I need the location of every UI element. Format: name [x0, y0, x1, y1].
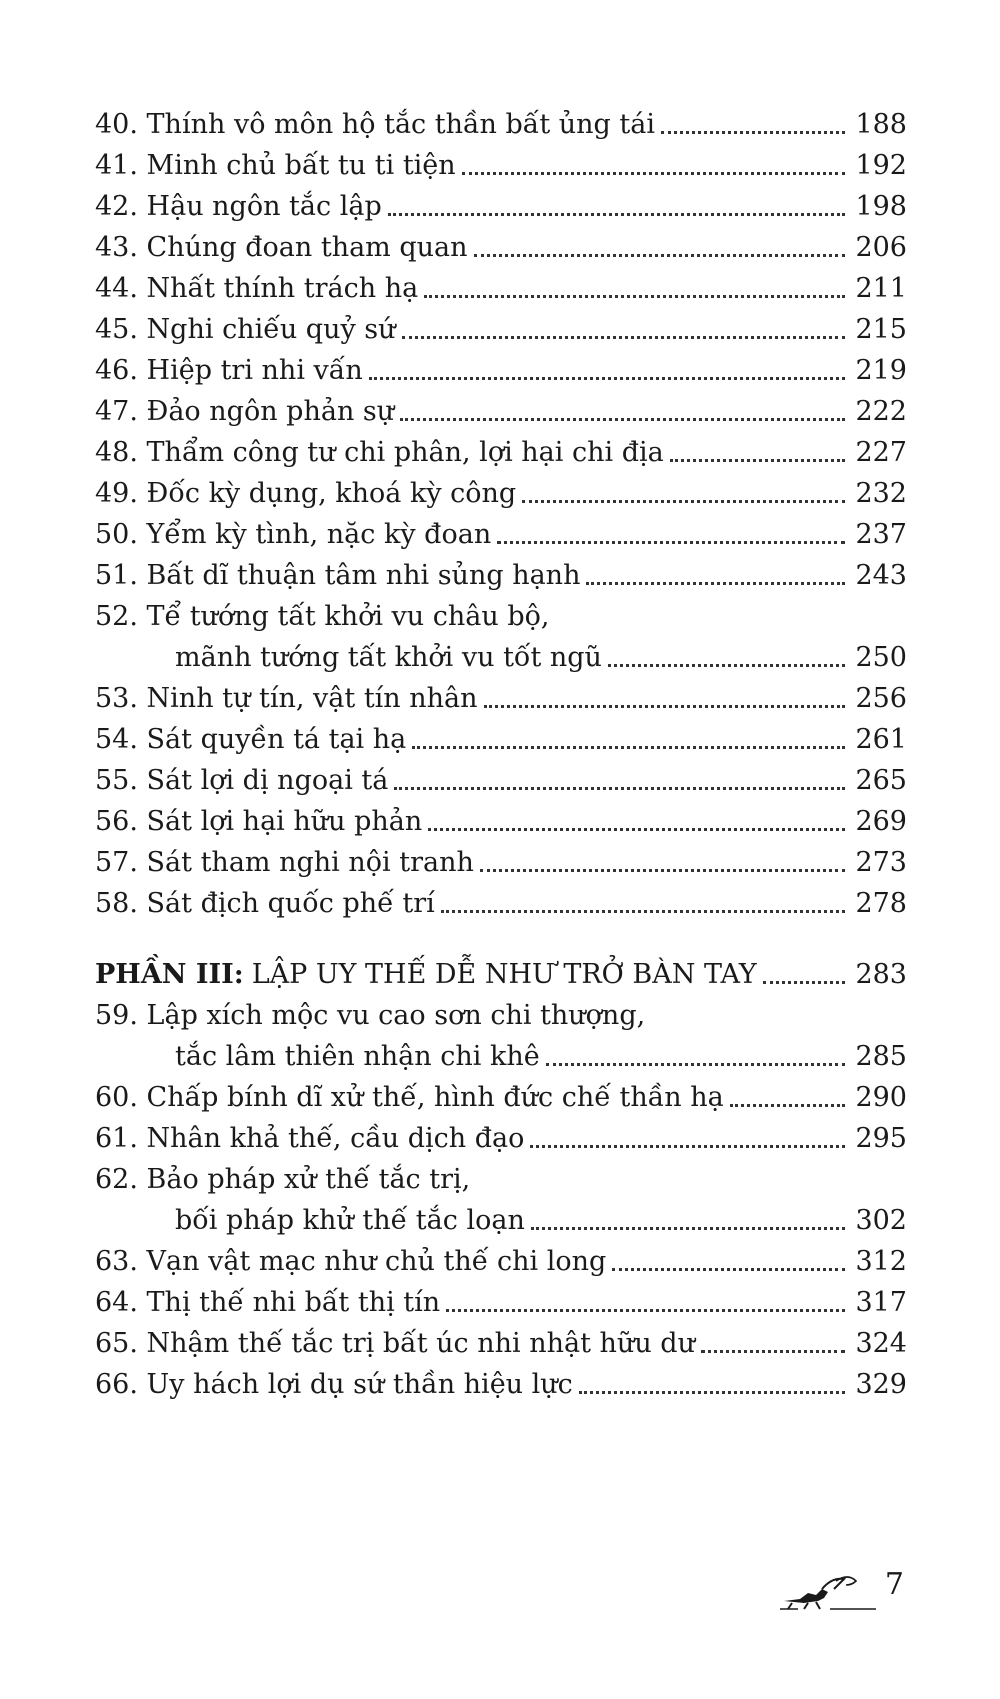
- page-number: 7: [884, 1567, 904, 1602]
- entry-number: 56.: [95, 806, 138, 837]
- dot-leader: [474, 254, 846, 257]
- dot-leader: [446, 1309, 845, 1312]
- dot-leader: [661, 131, 845, 134]
- entry-title: Sát tham nghi nội tranh: [146, 847, 474, 878]
- dot-leader: [763, 981, 846, 984]
- toc-entry[interactable]: [95, 1242, 907, 1282]
- toc-entry[interactable]: [95, 884, 907, 924]
- entry-title: Yểm kỳ tình, nặc kỳ đoan: [146, 519, 492, 550]
- dot-leader: [530, 1145, 845, 1148]
- dot-leader: [586, 582, 845, 585]
- entry-title: tắc lâm thiên nhận chi khê: [175, 1041, 540, 1072]
- toc-entry[interactable]: [95, 679, 907, 719]
- entry-title: Chấp bính dĩ xử thế, hình đức chế thần hạ: [146, 1082, 724, 1113]
- entry-title: Tể tướng tất khởi vu châu bộ,: [146, 601, 550, 632]
- entry-page: 285: [855, 1041, 907, 1072]
- entry-page: 232: [855, 478, 907, 509]
- toc-section-heading[interactable]: [95, 955, 907, 995]
- entry-number: 51.: [95, 560, 138, 591]
- entry-number: 50.: [95, 519, 138, 550]
- entry-page: 265: [855, 765, 907, 796]
- dot-leader: [484, 705, 846, 708]
- entry-page: 222: [855, 396, 907, 427]
- toc-entry[interactable]: [95, 392, 907, 432]
- entry-page: 295: [855, 1123, 907, 1154]
- entry-page: 261: [855, 724, 907, 755]
- toc-entry[interactable]: [95, 105, 907, 145]
- entry-title: Thính vô môn hộ tắc thần bất ủng tái: [146, 109, 655, 140]
- toc-entry[interactable]: [95, 1283, 907, 1323]
- toc-entry[interactable]: [95, 1365, 907, 1405]
- toc-entry[interactable]: [95, 597, 907, 637]
- entry-number: 44.: [95, 273, 138, 304]
- dot-leader: [497, 541, 845, 544]
- entry-page: 237: [855, 519, 907, 550]
- entry-title: Sát địch quốc phế trí: [146, 888, 435, 919]
- dot-leader: [612, 1268, 845, 1271]
- entry-number: 43.: [95, 232, 138, 263]
- entry-title: Nhất thính trách hạ: [146, 273, 419, 304]
- dot-leader: [531, 1227, 846, 1230]
- dot-leader: [730, 1104, 846, 1107]
- entry-page: 219: [855, 355, 907, 386]
- page-footer: [778, 1565, 908, 1615]
- entry-page: 227: [855, 437, 907, 468]
- toc-entry[interactable]: [95, 1160, 907, 1200]
- toc-entry[interactable]: [95, 351, 907, 391]
- toc-entry[interactable]: [95, 1078, 907, 1118]
- dot-leader: [412, 746, 845, 749]
- entry-number: 54.: [95, 724, 138, 755]
- dot-leader: [402, 336, 846, 339]
- dot-leader: [428, 828, 845, 831]
- dot-leader: [369, 377, 846, 380]
- toc-entry[interactable]: [95, 474, 907, 514]
- entry-number: 63.: [95, 1246, 138, 1277]
- entry-page: 206: [855, 232, 907, 263]
- toc-entry[interactable]: [95, 228, 907, 268]
- toc-entry[interactable]: [95, 146, 907, 186]
- entry-page: 269: [855, 806, 907, 837]
- toc-entry[interactable]: [95, 1119, 907, 1159]
- entry-number: 41.: [95, 150, 138, 181]
- toc-entry[interactable]: [95, 761, 907, 801]
- entry-title: Sát lợi dị ngoại tá: [146, 765, 389, 796]
- entry-title: Sát quyền tá tại hạ: [146, 724, 407, 755]
- toc-entry-continuation[interactable]: [175, 1037, 907, 1077]
- entry-page: 324: [855, 1328, 907, 1359]
- entry-page: 278: [855, 888, 907, 919]
- dot-leader: [400, 418, 845, 421]
- entry-page: 273: [855, 847, 907, 878]
- entry-page: 211: [855, 273, 907, 304]
- section-title: LẬP UY THẾ DỄ NHƯ TRỞ BÀN TAY: [251, 959, 757, 990]
- entry-title: Hiệp tri nhi vấn: [146, 355, 363, 386]
- entry-number: 52.: [95, 601, 138, 632]
- entry-title: mãnh tướng tất khởi vu tốt ngũ: [175, 642, 602, 673]
- entry-title: Bất dĩ thuận tâm nhi sủng hạnh: [146, 560, 581, 591]
- entry-title: Thị thế nhi bất thị tín: [146, 1287, 441, 1318]
- toc-entry-continuation[interactable]: [175, 1201, 907, 1241]
- entry-number: 49.: [95, 478, 138, 509]
- entry-page: 243: [855, 560, 907, 591]
- entry-number: 65.: [95, 1328, 138, 1359]
- entry-page: 198: [855, 191, 907, 222]
- dot-leader: [546, 1063, 846, 1066]
- toc-entry[interactable]: [95, 996, 907, 1036]
- entry-number: 64.: [95, 1287, 138, 1318]
- entry-page: 302: [855, 1205, 907, 1236]
- entry-number: 47.: [95, 396, 138, 427]
- dot-leader: [424, 295, 845, 298]
- toc-entry[interactable]: [95, 433, 907, 473]
- entry-title: bối pháp khử thế tắc loạn: [175, 1205, 525, 1236]
- entry-number: 59.: [95, 1000, 138, 1031]
- horse-rider-ornament-icon: [778, 1565, 878, 1615]
- entry-title: Nhậm thế tắc trị bất úc nhi nhật hữu dư: [146, 1328, 695, 1359]
- entry-title: Lập xích mộc vu cao sơn chi thượng,: [146, 1000, 646, 1031]
- dot-leader: [701, 1350, 845, 1353]
- entry-title: Nhân khả thế, cầu dịch đạo: [146, 1123, 525, 1154]
- entry-number: 58.: [95, 888, 138, 919]
- entry-title: Hậu ngôn tắc lập: [146, 191, 382, 222]
- dot-leader: [462, 172, 846, 175]
- toc-entry[interactable]: [95, 1324, 907, 1364]
- entry-page: 312: [855, 1246, 907, 1277]
- toc-entry[interactable]: [95, 187, 907, 227]
- dot-leader: [441, 910, 846, 913]
- toc-entry[interactable]: [95, 269, 907, 309]
- entry-title: Sát lợi hại hữu phản: [146, 806, 423, 837]
- toc-entry[interactable]: [95, 556, 907, 596]
- entry-number: 66.: [95, 1369, 138, 1400]
- entry-title: Nghi chiếu quỷ sứ: [146, 314, 396, 345]
- dot-leader: [670, 459, 846, 462]
- section-page: 283: [855, 959, 907, 990]
- entry-page: 256: [855, 683, 907, 714]
- toc-entry[interactable]: [95, 802, 907, 842]
- toc-entry-continuation[interactable]: [175, 638, 907, 678]
- entry-number: 46.: [95, 355, 138, 386]
- entry-number: 60.: [95, 1082, 138, 1113]
- entry-title: Uy hách lợi dụ sứ thần hiệu lực: [146, 1369, 573, 1400]
- dot-leader: [579, 1391, 846, 1394]
- dot-leader: [608, 664, 846, 667]
- entry-title: Đảo ngôn phản sự: [146, 396, 395, 427]
- toc-entry[interactable]: [95, 515, 907, 555]
- dot-leader: [522, 500, 845, 503]
- entry-title: Chúng đoan tham quan: [146, 232, 468, 263]
- dot-leader: [480, 869, 846, 872]
- entry-number: 61.: [95, 1123, 138, 1154]
- entry-page: 215: [855, 314, 907, 345]
- entry-page: 317: [855, 1287, 907, 1318]
- entry-number: 45.: [95, 314, 138, 345]
- entry-title: Đốc kỳ dụng, khoá kỳ công: [146, 478, 517, 509]
- entry-page: 250: [855, 642, 907, 673]
- entry-number: 48.: [95, 437, 138, 468]
- entry-page: 188: [855, 109, 907, 140]
- entry-number: 40.: [95, 109, 138, 140]
- entry-title: Ninh tự tín, vật tín nhân: [146, 683, 478, 714]
- entry-title: Minh chủ bất tu ti tiện: [146, 150, 456, 181]
- toc-entry[interactable]: [95, 843, 907, 883]
- toc-entry[interactable]: [95, 310, 907, 350]
- entry-title: Vạn vật mạc như chủ thế chi long: [146, 1246, 607, 1277]
- section-label: PHẦN III:: [95, 959, 244, 990]
- entry-number: 53.: [95, 683, 138, 714]
- entry-page: 192: [855, 150, 907, 181]
- entry-page: 329: [855, 1369, 907, 1400]
- entry-number: 62.: [95, 1164, 138, 1195]
- dot-leader: [394, 787, 845, 790]
- entry-title: Bảo pháp xử thế tắc trị,: [146, 1164, 471, 1195]
- entry-page: 290: [855, 1082, 907, 1113]
- entry-title: Thẩm công tư chi phân, lợi hại chi địa: [146, 437, 664, 468]
- entry-number: 42.: [95, 191, 138, 222]
- entry-number: 55.: [95, 765, 138, 796]
- toc-entry[interactable]: [95, 720, 907, 760]
- dot-leader: [388, 213, 846, 216]
- entry-number: 57.: [95, 847, 138, 878]
